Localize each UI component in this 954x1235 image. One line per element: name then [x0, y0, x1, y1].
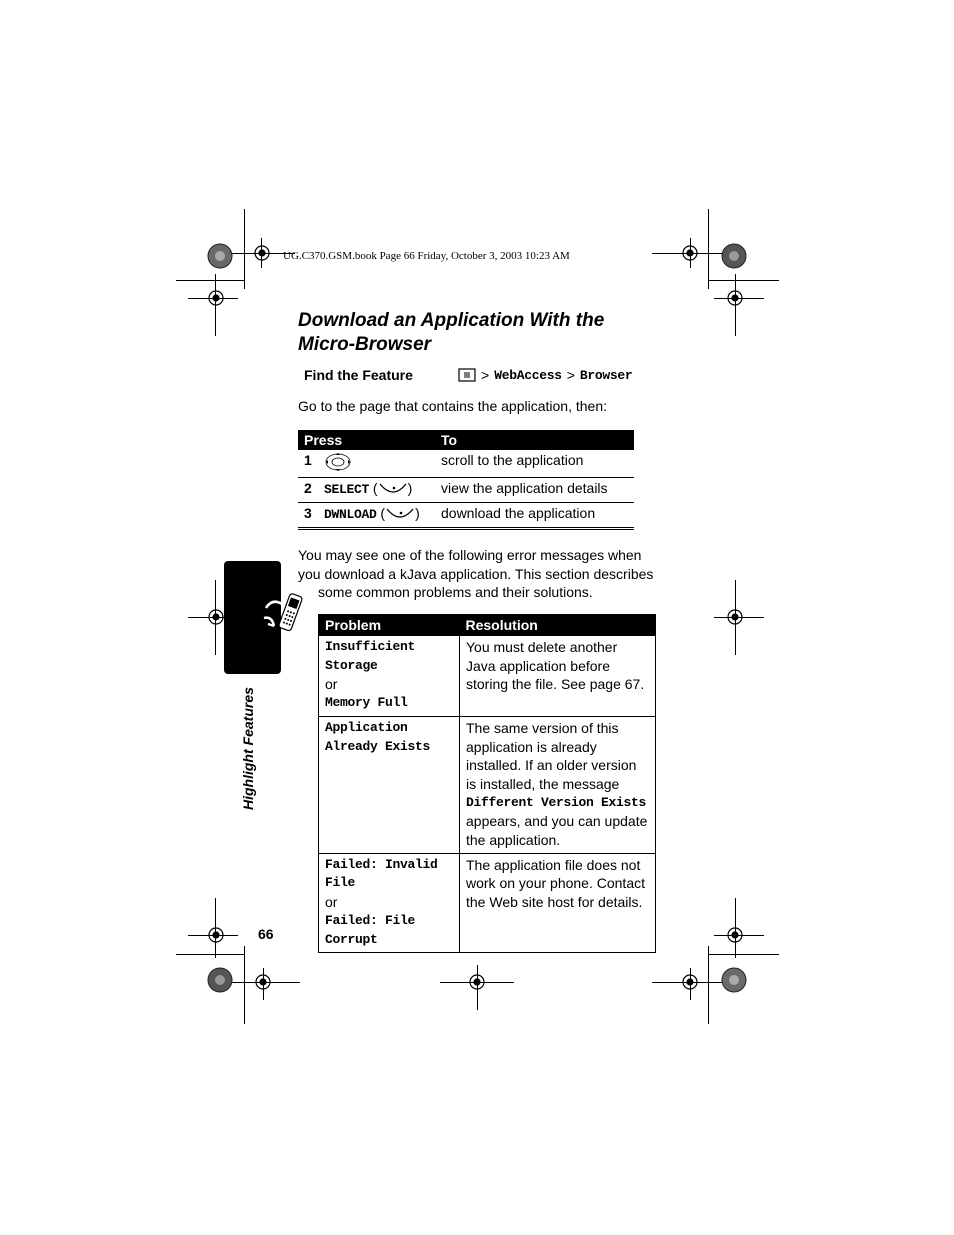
soft-key-icon [385, 507, 415, 521]
find-feature-path [458, 367, 632, 383]
resolution-cell: The application file does not work on your phone. Contact the Web site host for details. [460, 853, 656, 953]
resolution-cell [460, 716, 656, 853]
book-info-header: UG.C370.GSM.book Page 66 Friday, October 3, 2003 10:23 AM [283, 250, 570, 262]
page-number: 66 [258, 926, 274, 942]
step-number: 2 [298, 478, 322, 503]
menu-item-browser: Browser [579, 367, 633, 383]
table-header-row [298, 430, 634, 450]
error-message: Failed: File Corrupt [325, 912, 416, 947]
paragraph-line: You may see one of the following error messages when [298, 547, 642, 563]
problem-table [318, 614, 656, 953]
paragraph-line: you download a kJava application. This section describes [298, 565, 654, 582]
step-number: 3 [298, 503, 322, 529]
table-row [298, 503, 634, 529]
table-row [319, 716, 656, 853]
error-message: Application Already Exists [325, 719, 431, 754]
key-label: SELECT [324, 482, 370, 497]
menu-item-webaccess: WebAccess [494, 367, 562, 383]
section-title [298, 309, 658, 357]
error-message: Different Version Exists [466, 794, 647, 810]
table-row [298, 478, 634, 503]
action-text: view the application details [435, 478, 634, 503]
header-problem: Problem [319, 615, 460, 636]
table-row [319, 636, 656, 717]
nav-key-icon [324, 452, 352, 472]
find-feature-label: Find the Feature [304, 367, 413, 383]
action-text: download the application [435, 503, 634, 529]
errors-paragraph [298, 546, 660, 602]
resolution-text: appears, and you can update the application. [466, 813, 648, 849]
key-cell: DWNLOAD ( ) [322, 503, 435, 529]
phone-icon [258, 588, 308, 638]
press-table [298, 430, 634, 530]
key-cell: SELECT ( ) [322, 478, 435, 503]
problem-cell [319, 716, 460, 853]
action-text: scroll to the application [441, 452, 584, 468]
error-message: Memory Full [325, 695, 408, 711]
error-message: Failed: Invalid File [325, 856, 438, 891]
key-cell [322, 450, 435, 478]
table-header-row [319, 615, 656, 636]
or-text: or [325, 894, 338, 911]
path-separator: > [481, 367, 490, 383]
problem-cell [319, 853, 460, 953]
path-separator: > [566, 367, 575, 383]
error-message: Insufficient Storage [325, 639, 416, 673]
table-row [319, 853, 656, 953]
resolution-cell: You must delete another Java application before storing the file. See page 67. [460, 636, 656, 717]
header-press: Press [298, 430, 435, 450]
menu-key-icon [458, 368, 476, 382]
header-resolution: Resolution [460, 615, 656, 636]
key-label: DWNLOAD [324, 507, 377, 522]
step-number: 1 [304, 452, 312, 468]
or-text: or [325, 676, 338, 693]
header-to: To [435, 430, 634, 450]
title-line-1: Download an Application With the [298, 310, 605, 331]
paragraph-line: some common problems and their solutions. [318, 584, 593, 601]
section-side-label: Highlight Features [240, 687, 256, 810]
resolution-text: The same version of this application is already installed. If an older version is installed, the message [466, 719, 637, 792]
problem-cell [319, 636, 460, 717]
title-line-2: Micro-Browser [298, 334, 432, 355]
soft-key-icon [378, 482, 408, 496]
intro-text: Go to the page that contains the application, then: [298, 398, 607, 414]
table-row [298, 450, 634, 478]
